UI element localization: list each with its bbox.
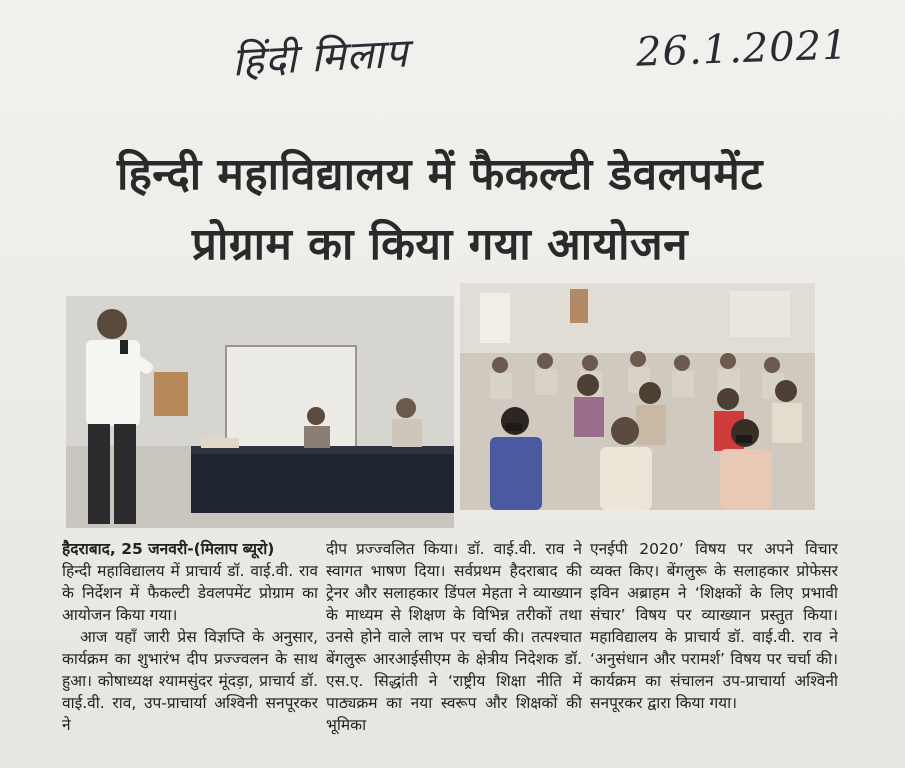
headline-line-1: हिन्दी महाविद्यालय में फैकल्टी डेवलपमेंट [117, 149, 763, 200]
headline-line-2: प्रोग्राम का किया गया आयोजन [191, 219, 689, 270]
handwritten-date: 26.1.2021 [635, 22, 850, 76]
photo-audience [460, 283, 815, 510]
article-dateline: हैदराबाद, 25 जनवरी-(मिलाप ब्यूरो) [62, 540, 275, 558]
article-column-3-text: एनईपी 2020’ विषय पर अपने विचार व्यक्त किए। बेंगलुरू के सलाहकार प्रोफेसर इविन अब्राहम ने ‘शिक्षकों के लिए प्रभावी संचार’ विषय पर व्याख्यान प्रस्तुत किया। महाविद्यालय के प्राचार्य डॉ. वाई.वी. राव ने ‘अनुसंधान और परामर्श’ विषय पर चर्चा की। कार्यक्रम का संचालन उप-प्राचार्या अश्विनी सनपूरकर द्वारा किया गया। [590, 540, 838, 712]
article-column-1 [62, 538, 318, 766]
article-paragraph-2: आज यहाँ जारी प्रेस विज्ञप्ति के अनुसार, कार्यक्रम का शुभारंभ दीप प्रज्ज्वलन के साथ हुआ। कोषाध्यक्ष श्यामसुंदर मूंदड़ा, प्राचार्य डॉ. वाई.वी. राव, उप-प्राचार्या अश्विनी सनपूरकर ने [62, 628, 318, 734]
article-column-2-text: दीप प्रज्ज्वलित किया। डॉ. वाई.वी. राव ने स्वागत भाषण दिया। सर्वप्रथम हैदराबाद की ट्रेनर और सलाहकार डिंपल मेहता ने व्याख्यान के माध्यम से शिक्षण के विभिन्न तरीकों तथा उनसे होने वाले लाभ पर चर्चा की। तत्पश्चात बेंगलुरू आरआईसीएम के क्षेत्रीय निदेशक डॉ. एस.ए. सिद्धांती ने ‘राष्ट्रीय शिक्षा नीति में पाठ्यक्रम का नया स्वरूप और शिक्षकों की भूमिका [326, 540, 582, 734]
article-column-3 [590, 538, 838, 766]
article-body [62, 538, 838, 766]
photo-speaker [66, 296, 454, 528]
article-paragraph-1: हिन्दी महाविद्यालय में प्राचार्य डॉ. वाई.वी. राव के निर्देशन में फैकल्टी डेवलपमेंट प्रोग्राम का आयोजन किया गया। [62, 562, 318, 624]
article-column-2 [326, 538, 582, 766]
audience-photo-illustration [460, 283, 815, 510]
speaker-photo-illustration [66, 296, 454, 528]
handwritten-paper-name: हिंदी मिलाप [231, 30, 410, 86]
